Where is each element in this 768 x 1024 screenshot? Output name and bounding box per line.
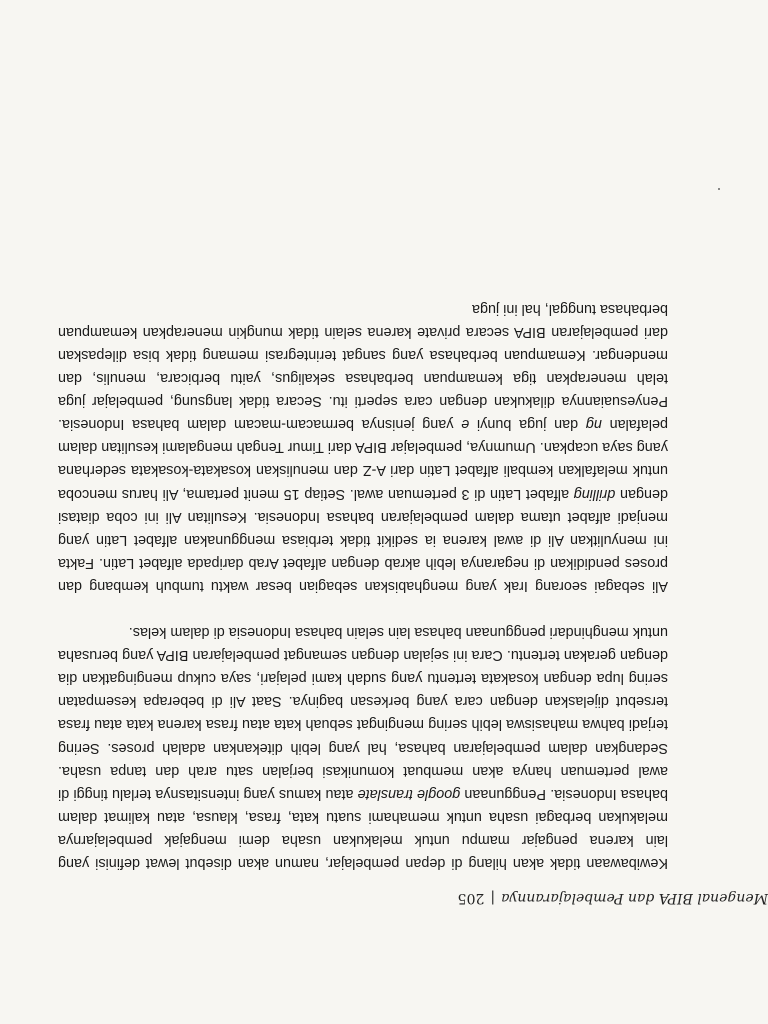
italic-term-google-translate: google translate	[357, 785, 461, 802]
body-text	[58, 297, 668, 874]
text-segment: dan juga bunyi	[469, 416, 586, 433]
italic-term-drilling: drilling	[573, 485, 616, 502]
text-segment: yang jenisnya bermacam-macam dalam bahasa Indonesia. Penyesuaiannya dilakukan dengan cara seperti itu. Secara tidak langsung, pembelajar juga telah menerapkan tiga kemampuan berbahasa sekaligus, yaitu berbicara, menulis, dan mendengar. Kemampuan berbahasa yang sangat terintegrasi memang tidak bisa dilepaskan dari pembelajaran BIPA secara private karena selain tidak mungkin menerapkan kemampuan berbahasa tunggal, hal ini juga	[58, 300, 668, 433]
paragraph-2	[58, 297, 668, 597]
text-segment: alfabet Latin di 3 pertemuan awal. Setiap 15 menit pertama, Ali harus mencoba untuk melafalkan kembali alfabet Latin dari A-Z dan menuliskan kosakata-kosakata sederhana yang saya ucapkan. Umumnya, pembelajar BIPA dari Timur Tengah mengalami kesulitan dalam pelafalan	[58, 416, 668, 502]
text-segment: Ali sebagai seorang Irak yang menghabiskan sebagian besar waktu tumbuh kembang dan proses pendidikan di negaranya lebih akrab dengan alfabet Arab daripada alfabet Latin. Fakta ini menyulitkan Ali di awal karena ia sedikit tidak terbiasa menggunakan alfabet Latin yang menjadi alfabet utama dalam pembelajaran bahasa Indonesia. Kesulitan Ali ini coba diatasi dengan	[58, 485, 668, 594]
book-title: Mengenal BIPA dan Pembelajarannya	[501, 890, 768, 906]
page-number: 205	[457, 890, 485, 906]
italic-term-e: e	[461, 416, 470, 433]
running-header	[308, 890, 768, 906]
text-segment: atau kamus yang intensitasnya terlalu tinggi di awal pertemuan hanya akan membuat komunikasi berjalan satu arah dan tanpa usaha. Sedangkan dalam pembelajaran bahasa, hal yang lebih ditekankan adalah proses. Sering terjadi bahwa mahasiswa lebih sering mengingat sebuah kata atau frasa karena kata atau frasa tersebut dijelaskan dengan cara yang berkesan baginya. Saat Ali di beberapa kesempatan sering lupa dengan kosakata tertentu yang sudah kami pelajari, saya cukup mengingatkan dia dengan gerakan tertentu. Cara ini sejalan dengan semangat pembelajaran BIPA yang berusaha untuk menghindari penggunaan bahasa lain selain bahasa Indonesia di dalam kelas.	[58, 624, 668, 802]
text-segment: Kewibawaan tidak akan hilang di depan pembelajar, namun akan disebut lewat definisi yang lain karena pengajar mampu untuk melakukan usaha demi mengajak pembelajarnya melakukan berbagai usaha untuk memahami suatu kata, frasa, klausa, atau kalimat dalam bahasa Indonesia. Penggunaan	[58, 785, 668, 871]
scan-speck	[718, 188, 720, 190]
paragraph-1	[58, 620, 668, 874]
italic-term-ng: ng	[585, 416, 602, 433]
header-separator: |	[490, 890, 496, 906]
